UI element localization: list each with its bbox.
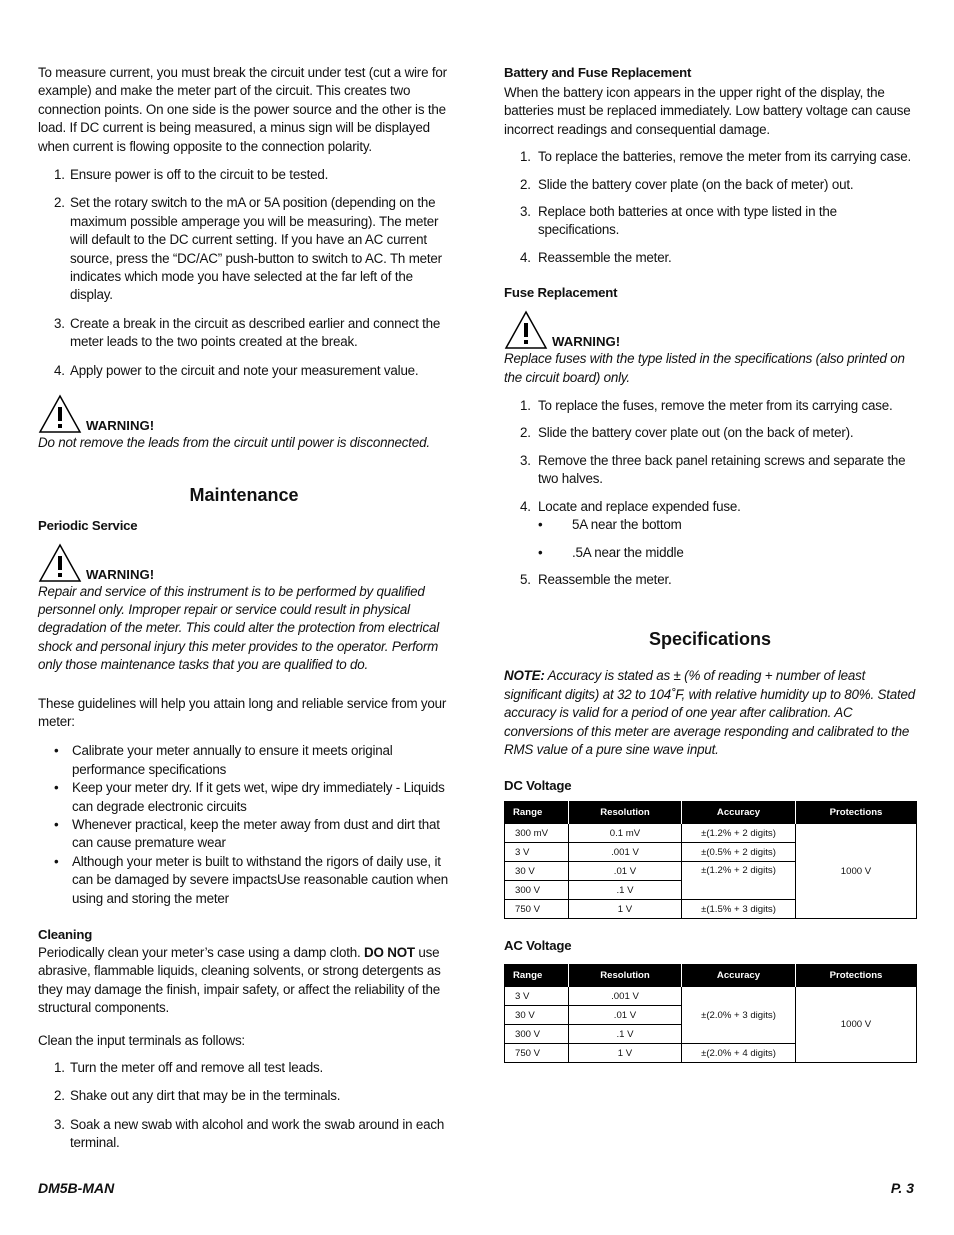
table-cell: .1 V [569, 1025, 682, 1044]
table-cell: 300 mV [505, 824, 569, 843]
battery-heading: Battery and Fuse Replacement [504, 65, 692, 80]
terminals-intro: Clean the input terminals as follows: [38, 1032, 245, 1048]
table-cell: 300 V [505, 881, 569, 900]
list-item: 2. Slide the battery cover plate (on the back of meter) out. [520, 176, 854, 192]
warning-text: Do not remove the leads from the circuit until power is disconnected. [38, 435, 430, 451]
list-item: 3. Create a break in the circuit as described earlier and connect the meter leads to the two points created at the break. [54, 315, 441, 350]
warning-block [504, 310, 916, 350]
table-cell: .01 V [569, 862, 682, 881]
right-column [504, 64, 916, 1063]
warning-triangle-icon [504, 310, 548, 350]
warning-label: WARNING! [86, 566, 155, 582]
list-item: • Keep your meter dry. If it gets wet, wipe dry immediately - Liquids can degrade electronic circuits [38, 779, 450, 816]
column-header: Resolution [569, 965, 682, 987]
warning-label: WARNING! [552, 334, 621, 350]
list-item: 2. Slide the battery cover plate out (on the back of meter). [520, 425, 854, 441]
guidelines-list [38, 742, 450, 908]
warning-text: Repair and service of this instrument is to be performed by qualified personnel only. Improper repair or service could result in physical degradation of the meter. This could alter the protection from electrical shock and personal injury this meter provides to the operator. Perform only those maintenance tasks that you are qualified to do. [38, 583, 439, 673]
list-item: • Although your meter is built to withstand the rigors of daily use, it can be damaged by severe impactsUse reasonable caution when using and storing the meter [38, 853, 450, 908]
list-item: • Calibrate your meter annually to ensure it meets original performance specifications [38, 742, 450, 779]
dc-voltage-heading: DC Voltage [504, 778, 572, 794]
table-cell: ±(1.5% + 3 digits) [682, 900, 796, 919]
warning-triangle-icon [38, 543, 82, 583]
table-cell: .01 V [569, 1006, 682, 1025]
table-cell: 1000 V [796, 987, 917, 1063]
list-item: 4. Reassemble the meter. [520, 249, 672, 265]
column-header: Range [505, 802, 569, 824]
current-steps [38, 166, 450, 380]
fuse-sublist [538, 516, 916, 562]
list-item: • Whenever practical, keep the meter away from dust and dirt that can cause premature wear [38, 816, 450, 853]
column-header: Resolution [569, 802, 682, 824]
ac-voltage-table [504, 964, 917, 1063]
maintenance-heading: Maintenance [189, 484, 299, 505]
footer-page-number: P. 3 [890, 1180, 914, 1196]
list-item: 3. Soak a new swab with alcohol and work the swab around in each terminal. [54, 1116, 445, 1151]
column-header: Range [505, 965, 569, 987]
table-row [505, 824, 917, 843]
table-row [505, 987, 917, 1006]
guidelines-intro: These guidelines will help you attain long and reliable service from your meter: [38, 695, 447, 729]
list-item: • .5A near the middle [538, 544, 916, 562]
table-cell: .001 V [569, 843, 682, 862]
list-item: • 5A near the bottom [538, 516, 916, 534]
column-header: Accuracy [682, 802, 796, 824]
table-cell: 30 V [505, 1006, 569, 1025]
table-cell: 3 V [505, 987, 569, 1006]
list-item: 4. Apply power to the circuit and note your measurement value. [54, 362, 419, 378]
table-cell: .1 V [569, 881, 682, 900]
list-item: 5. Reassemble the meter. [520, 571, 672, 587]
table-cell: ±(2.0% + 3 digits) [682, 987, 796, 1044]
footer-model: DM5B-MAN [38, 1180, 115, 1196]
table-cell: ±(1.2% + 2 digits) [682, 824, 796, 843]
table-cell: 3 V [505, 843, 569, 862]
cleaning-heading: Cleaning [38, 927, 93, 942]
left-column [38, 64, 450, 1163]
table-cell: ±(0.5% + 2 digits) [682, 843, 796, 862]
table-cell: 30 V [505, 862, 569, 881]
list-item: 3. Replace both batteries at once with type listed in the specifications. [520, 204, 837, 238]
list-item: 2. Set the rotary switch to the mA or 5A position (depending on the maximum possible amperage you will be measuring). The meter will default to the DC current setting. If you have an AC current source, press the “DC/AC” push-button to switch to AC. Th meter indicates which mode you have selected at the far left of the display. [54, 195, 442, 303]
table-cell: 0.1 mV [569, 824, 682, 843]
table-header-row [505, 965, 917, 987]
list-item: 1. Ensure power is off to the circuit to be tested. [54, 167, 329, 183]
table-cell: ±(2.0% + 4 digits) [682, 1044, 796, 1063]
table-cell: .001 V [569, 987, 682, 1006]
column-header: Accuracy [682, 965, 796, 987]
column-header: Protections [796, 965, 917, 987]
warning-label: WARNING! [86, 418, 155, 434]
periodic-service-heading: Periodic Service [38, 517, 138, 533]
fuse-heading: Fuse Replacement [504, 285, 618, 301]
table-header-row [505, 802, 917, 824]
column-header: Protections [796, 802, 917, 824]
list-item: 1. To replace the batteries, remove the meter from its carrying case. [520, 149, 912, 165]
list-item: 2. Shake out any dirt that may be in the terminals. [54, 1088, 341, 1104]
current-intro: To measure current, you must break the circuit under test (cut a wire for example) and make the meter part of the circuit. This creates two connection points. On one side is the power source and the other is the load. If DC current is being measured, a minus sign will be displayed when current is flowing opposite to the connection polarity. [38, 65, 447, 154]
specs-note: NOTE: Accuracy is stated as ± (% of reading + number of least significant digits) at 32 to 104˚F, with relative humidity up to 80%. Stated accuracy is valid for a period of one year after calibration. AC conversions of this meter are average responding and calibrated to the RMS value of a pure sine wave input. [504, 668, 916, 757]
dc-voltage-table [504, 801, 917, 919]
list-item: 4. Locate and replace expended fuse. • 5A near the bottom • .5A near the middle [504, 498, 916, 562]
warning-triangle-icon [38, 394, 82, 434]
battery-steps [504, 148, 916, 267]
list-item: 1. To replace the fuses, remove the meter from its carrying case. [520, 398, 893, 414]
warning-block [38, 394, 450, 434]
table-cell: ±(1.2% + 2 digits) [682, 862, 796, 900]
table-cell: 1 V [569, 900, 682, 919]
warning-block [38, 543, 450, 583]
specifications-heading: Specifications [648, 629, 772, 650]
table-cell: 1000 V [796, 824, 917, 919]
list-item: 3. Remove the three back panel retaining screws and separate the two halves. [520, 452, 906, 487]
battery-intro: When the battery icon appears in the upper right of the display, the batteries must be replaced immediately. Low battery voltage can cause incorrect readings and consequential damage. [504, 85, 911, 137]
terminal-steps [38, 1059, 450, 1153]
cleaning-text: Periodically clean your meter’s case using a damp cloth. DO NOT use abrasive, flammable liquids, cleaning solvents, or strong detergents as they may damage the finish, impair safety, or affect the reliability of the structural components. [38, 945, 441, 1016]
list-item: 1. Turn the meter off and remove all test leads. [54, 1060, 323, 1076]
fuse-steps [504, 397, 916, 589]
ac-voltage-heading: AC Voltage [504, 938, 572, 954]
table-cell: 1 V [569, 1044, 682, 1063]
table-cell: 750 V [505, 1044, 569, 1063]
table-cell: 300 V [505, 1025, 569, 1044]
warning-text: Replace fuses with the type listed in the specifications (also printed on the circuit board) only. [504, 351, 905, 385]
table-cell: 750 V [505, 900, 569, 919]
